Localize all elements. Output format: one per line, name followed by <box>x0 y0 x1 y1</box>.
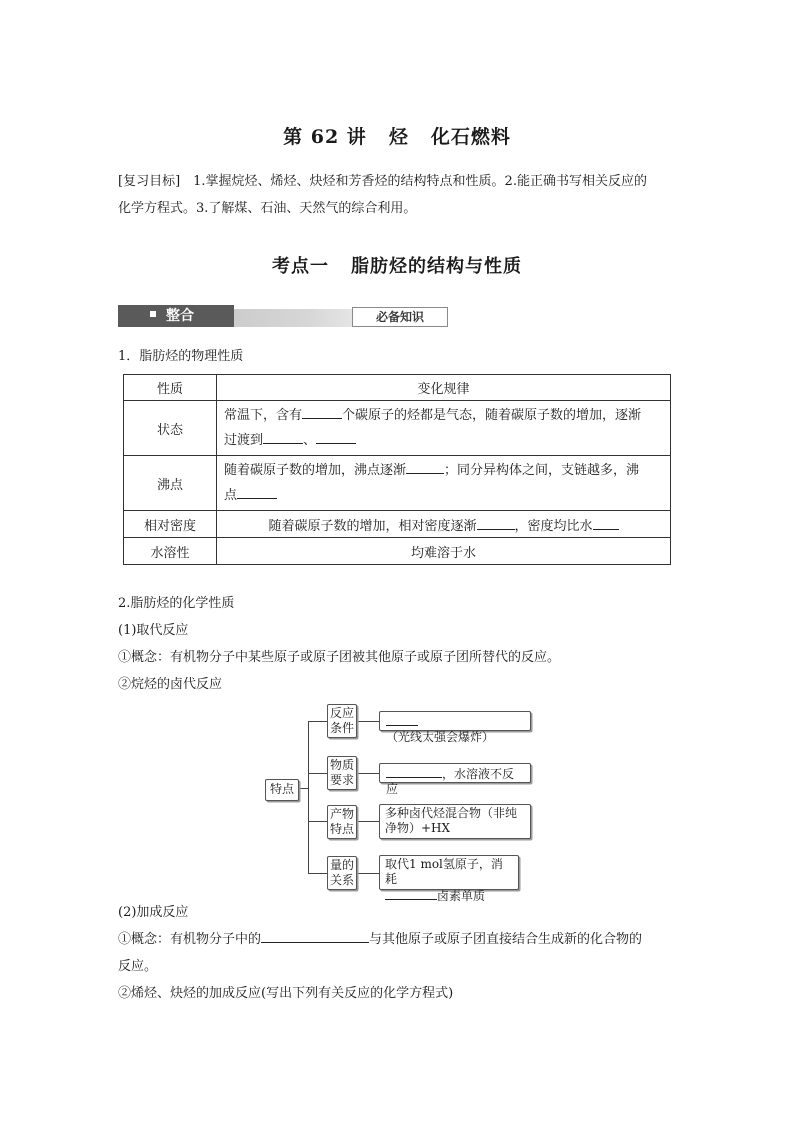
detail-box-quantity: 取代1 mol氢原子，消耗 卤素单质 <box>379 855 519 890</box>
review-line-1: [复习目标] 1.掌握烷烃、烯烃、炔烃和芳香烃的结构特点和性质。2.能正确书写相关反应的 <box>118 174 647 189</box>
banner-label-integrate: 整合 <box>118 305 234 327</box>
detail-box-product: 多种卤代烃混合物（非纯 净物）+HX <box>379 804 531 839</box>
fill-blank[interactable] <box>386 765 442 778</box>
substitution-concept: ①概念：有机物分子中某些原子或原子团被其他原子或原子团所替代的反应。 <box>118 650 561 665</box>
key-box-condition: 反应 条件 <box>327 704 357 738</box>
connector-branch <box>308 773 327 774</box>
connector-leaf <box>357 873 379 874</box>
row-content-boiling: 随着碳原子数的增加，沸点逐渐 ；同分异构体之间，支链越多，沸 点 <box>217 456 671 511</box>
connector-leaf <box>357 721 379 722</box>
key-box-quantity: 量的 关系 <box>327 856 357 890</box>
connector-trunk <box>308 721 309 873</box>
connector-branch <box>308 821 327 822</box>
connector-branch <box>308 873 327 874</box>
addition-heading: (2)加成反应 <box>118 905 189 920</box>
row-content-density: 随着碳原子数的增加，相对密度逐渐 ，密度均比水 <box>217 511 671 538</box>
alkene-addition-heading: ②烯烃、炔烃的加成反应(写出下列有关反应的化学方程式) <box>118 986 454 1001</box>
row-label-state: 状态 <box>124 401 217 456</box>
row-content-solubility: 均难溶于水 <box>217 538 671 565</box>
connector-branch <box>308 721 327 722</box>
key-box-requirement: 物质 要求 <box>327 756 357 790</box>
row-label-boiling: 沸点 <box>124 456 217 511</box>
review-line-2: 化学方程式。3.了解煤、石油、天然气的综合利用。 <box>118 201 417 216</box>
detail-box-condition: （光线太强会爆炸） <box>379 711 531 731</box>
chemical-heading: 2.脂肪烃的化学性质 <box>118 596 235 611</box>
detail-box-requirement: ，水溶液不反应 <box>379 763 531 783</box>
header-property: 性质 <box>124 375 217 401</box>
connector-leaf <box>357 821 379 822</box>
row-label-density: 相对密度 <box>124 511 217 538</box>
fill-blank[interactable] <box>386 713 418 726</box>
header-rule: 变化规律 <box>217 375 671 401</box>
key-box-product: 产物 特点 <box>327 805 357 839</box>
physical-heading: 1．脂肪烃的物理性质 <box>118 349 244 364</box>
addition-concept: ①概念：有机物分子中的 与其他原子或原子团直接结合生成新的化合物的 反应。 <box>118 926 683 980</box>
diagram-root-box: 特点 <box>265 779 299 801</box>
banner-label-knowledge: 必备知识 <box>352 307 448 327</box>
fill-blank[interactable] <box>261 928 369 943</box>
section-title: 考点一 脂肪烃的结构与性质 <box>272 256 522 277</box>
connector-leaf <box>357 773 379 774</box>
row-label-solubility: 水溶性 <box>124 538 217 565</box>
row-content-state: 常温下，含有 个碳原子的烃都是气态，随着碳原子数的增加，逐渐 过渡到 、 <box>217 401 671 456</box>
alkane-halogenation-heading: ②烷烃的卤代反应 <box>118 677 223 692</box>
substitution-heading: (1)取代反应 <box>118 623 189 638</box>
page-title: 第 62 讲 烃 化石燃料 <box>283 126 511 148</box>
